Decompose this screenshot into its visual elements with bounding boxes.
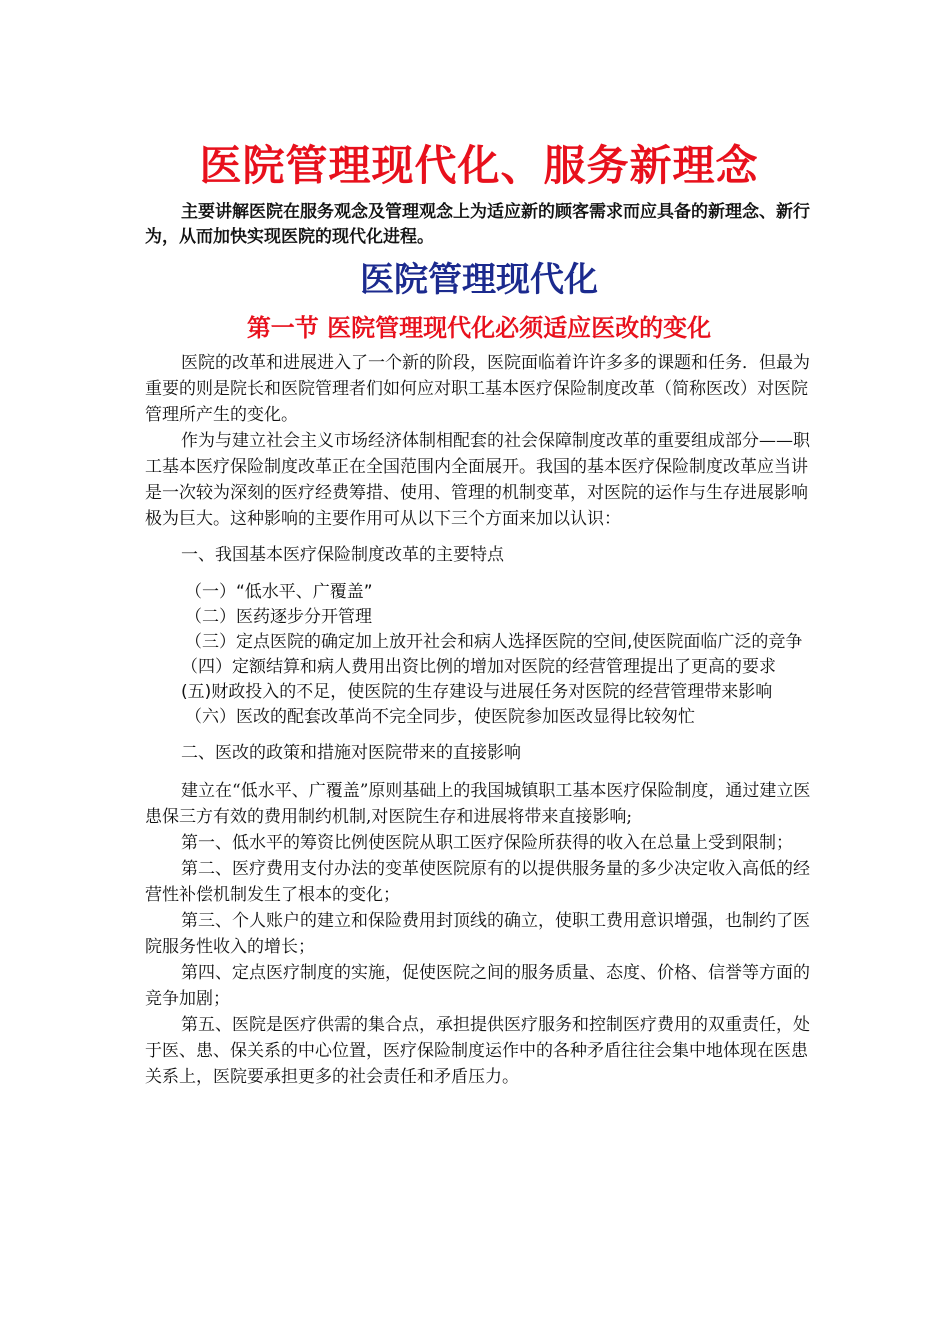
- body-paragraph: 第一、低水平的筹资比例使医院从职工医疗保险所获得的收入在总量上受到限制；: [181, 833, 793, 853]
- list-heading: 一、我国基本医疗保险制度改革的主要特点: [181, 545, 504, 565]
- body-paragraph: 第五、医院是医疗供需的集合点，承担提供医疗服务和控制医疗费用的双重责任，处于医、患、保关系的中心位置，医疗保险制度运作中的各种矛盾往往会集中地体现在医患关系上，医院要承担更多的社会责任和矛盾压力。: [145, 1015, 810, 1087]
- list-item: （二）医药逐步分开管理: [185, 607, 372, 627]
- list-heading: 二、医改的政策和措施对医院带来的直接影响: [181, 743, 521, 763]
- list-item: （四）定额结算和病人费用出资比例的增加对医院的经营管理提出了更高的要求: [181, 657, 776, 677]
- document-title: 医院管理现代化、服务新理念: [199, 141, 759, 190]
- list-item: （六）医改的配套改革尚不完全同步，使医院参加医改显得比较匆忙: [185, 707, 695, 727]
- list-item: （三）定点医院的确定加上放开社会和病人选择医院的空间,使医院面临广泛的竞争: [185, 632, 803, 652]
- document-body: [145, 138, 813, 1090]
- list-item: (五)财政投入的不足，使医院的生存建设与进展任务对医院的经营管理带来影响: [181, 682, 773, 702]
- body-paragraph: 第二、医疗费用支付办法的变革使医院原有的以提供服务量的多少决定收入高低的经营性补偿机制发生了根本的变化；: [145, 859, 810, 905]
- body-paragraph: 医院的改革和进展进入了一个新的阶段，医院面临着许许多多的课题和任务．但最为重要的则是院长和医院管理者们如何应对职工基本医疗保险制度改革（简称医改）对医院管理所产生的变化。: [145, 353, 810, 425]
- body-paragraph: 作为与建立社会主义市场经济体制相配套的社会保障制度改革的重要组成部分——职工基本医疗保险制度改革正在全国范围内全面展开。我国的基本医疗保险制度改革应当讲是一次较为深刻的医疗经费筹措、使用、管理的机制变革，对医院的运作与生存进展影响极为巨大。这种影响的主要作用可从以下三个方面来加以认识：: [145, 431, 810, 529]
- body-paragraph: 第四、定点医疗制度的实施，促使医院之间的服务质量、态度、价格、信誉等方面的竞争加剧；: [145, 963, 810, 1009]
- list-item: （一）“低水平、广覆盖”: [185, 582, 373, 602]
- body-paragraph: 第三、个人账户的建立和保险费用封顶线的确立，使职工费用意识增强，也制约了医院服务性收入的增长；: [145, 911, 810, 957]
- chapter-title: 第一节 医院管理现代化必须适应医改的变化: [246, 314, 712, 342]
- intro-paragraph: 主要讲解医院在服务观念及管理观念上为适应新的顾客需求而应具备的新理念、新行为，从而加快实现医院的现代化进程。: [145, 202, 810, 247]
- body-paragraph: 建立在“低水平、广覆盖”原则基础上的我国城镇职工基本医疗保险制度，通过建立医患保三方有效的费用制约机制,对医院生存和进展将带来直接影响;: [145, 781, 811, 827]
- section-title: 医院管理现代化: [360, 260, 598, 300]
